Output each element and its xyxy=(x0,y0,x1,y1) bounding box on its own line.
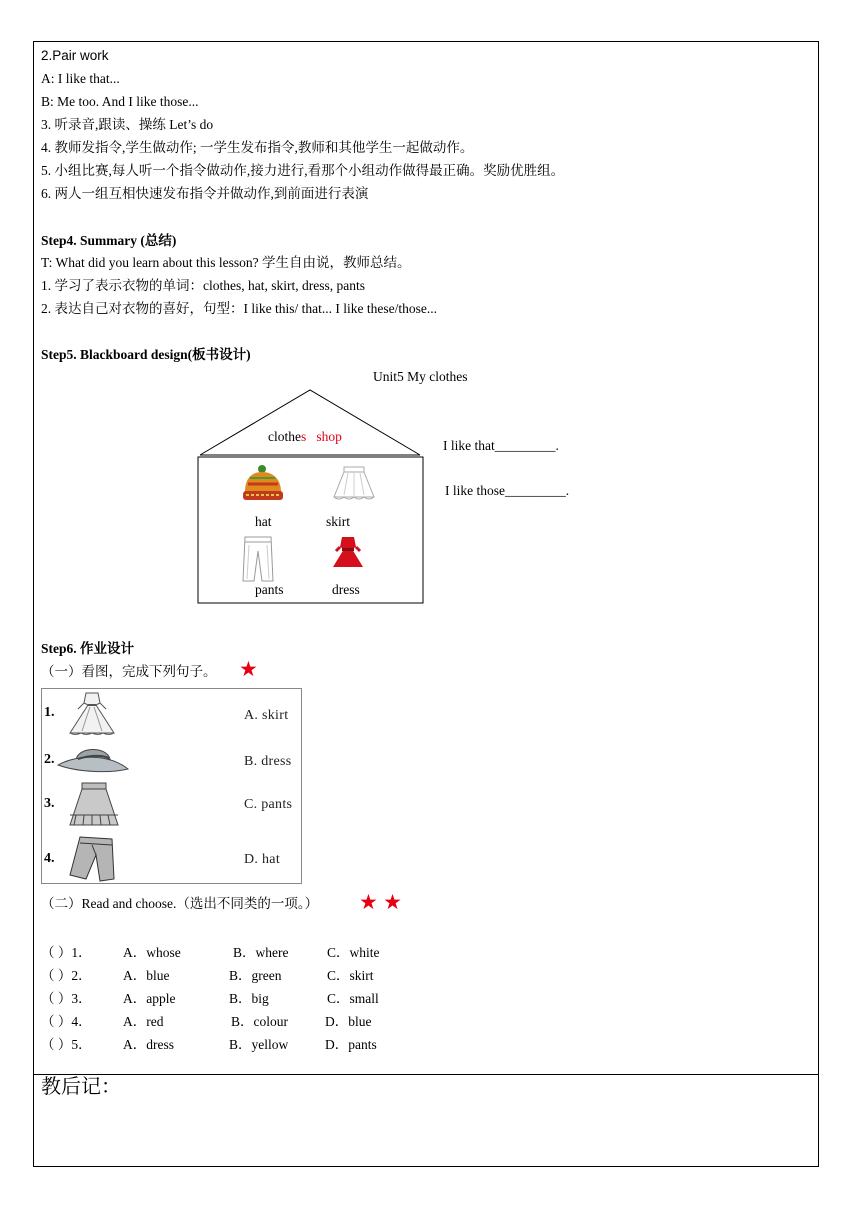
question-number: （ ）2． xyxy=(41,968,92,983)
afterword-label: 教后记： xyxy=(41,1076,121,1098)
hat-icon xyxy=(56,741,130,777)
question-number: （ ）4． xyxy=(41,1014,92,1029)
step-item-4: 4. 教师发指令,学生做动作; 一学生发布指令,教师和其他学生一起做动作。 xyxy=(41,140,474,155)
match-number-4: 4. xyxy=(44,851,55,866)
dress-icon xyxy=(330,535,366,571)
match-number-1: 1. xyxy=(44,705,55,720)
option-a: A．whose xyxy=(123,945,181,960)
question-number: （ ）1． xyxy=(41,945,92,960)
house-diagram xyxy=(196,388,428,606)
skirt-icon xyxy=(64,781,124,831)
homework-heading: Step6. 作业设计 xyxy=(41,641,135,656)
match-number-2: 2. xyxy=(44,752,55,767)
match-option-b: B. dress xyxy=(244,754,292,769)
summary-point-1: 1. 学习了表示衣物的单词：clothes, hat, skirt, dress, pants xyxy=(41,278,365,293)
dialogue-line-a: A: I like that... xyxy=(41,71,120,86)
pants-icon xyxy=(240,535,276,583)
afterword-divider xyxy=(33,1074,819,1075)
option-a: A．red xyxy=(123,1014,164,1029)
hat-icon xyxy=(240,464,286,504)
option-c: C．white xyxy=(327,945,380,960)
pair-work-heading: 2.Pair work xyxy=(41,48,109,63)
summary-point-2: 2. 表达自己对衣物的喜好，句型：I like this/ that... I like these/those... xyxy=(41,301,437,316)
step-item-6: 6. 两人一组互相快速发布指令并做动作,到前面进行表演 xyxy=(41,186,369,201)
question-number: （ ）5． xyxy=(41,1037,92,1052)
house-body xyxy=(198,457,423,603)
step-item-3: 3. 听录音,跟读、操练 Let’s do xyxy=(41,117,214,132)
match-option-c: C. pants xyxy=(244,797,293,812)
option-b: B．yellow xyxy=(229,1037,289,1052)
blackboard-heading: Step5. Blackboard design(板书设计) xyxy=(41,347,251,362)
matching-exercise-image xyxy=(41,688,302,884)
option-b: B．colour xyxy=(231,1014,288,1029)
option-c: C．small xyxy=(327,991,379,1006)
roof-label-red: s shop xyxy=(301,429,342,444)
star-icon: ★ xyxy=(239,657,258,681)
label-skirt: skirt xyxy=(326,514,351,529)
skirt-icon xyxy=(330,465,378,503)
part1-label: （一）看图，完成下列句子。 xyxy=(41,664,217,679)
part2-label: （二）Read and choose.（选出不同类的一项。） xyxy=(41,896,319,911)
roof-label xyxy=(268,429,342,445)
option-b: B．big xyxy=(229,991,269,1006)
dialogue-line-b: B: Me too. And I like those... xyxy=(41,94,199,109)
label-hat: hat xyxy=(255,514,272,529)
question-number: （ ）3． xyxy=(41,991,92,1006)
option-c: C．skirt xyxy=(327,968,374,983)
match-option-d: D. hat xyxy=(244,852,281,867)
step-item-5: 5. 小组比赛,每人听一个指令做动作,接力进行,看那个小组动作做得最正确。奖励优胜组。 xyxy=(41,163,565,178)
match-option-a: A. skirt xyxy=(244,708,289,723)
sentence-like-those: I like those_________. xyxy=(445,483,570,498)
option-b: B．green xyxy=(229,968,282,983)
summary-question: T: What did you learn about this lesson? 学生自由说，教师总结。 xyxy=(41,255,411,270)
option-a: A．apple xyxy=(123,991,176,1006)
pants-icon xyxy=(62,835,122,883)
label-dress: dress xyxy=(332,582,360,597)
option-b: B．where xyxy=(233,945,289,960)
house-roof xyxy=(200,390,420,455)
option-a: A．blue xyxy=(123,968,170,983)
roof-label-black: clothe xyxy=(268,429,301,444)
blackboard-title: Unit5 My clothes xyxy=(373,369,468,384)
sentence-like-that: I like that_________. xyxy=(443,438,559,453)
dress-icon xyxy=(64,691,120,737)
summary-heading: Step4. Summary (总结) xyxy=(41,233,177,248)
option-c: D．pants xyxy=(325,1037,377,1052)
match-number-3: 3. xyxy=(44,796,55,811)
label-pants: pants xyxy=(255,582,284,597)
option-c: D．blue xyxy=(325,1014,372,1029)
option-a: A．dress xyxy=(123,1037,174,1052)
star-icons: ★ ★ xyxy=(359,890,402,914)
